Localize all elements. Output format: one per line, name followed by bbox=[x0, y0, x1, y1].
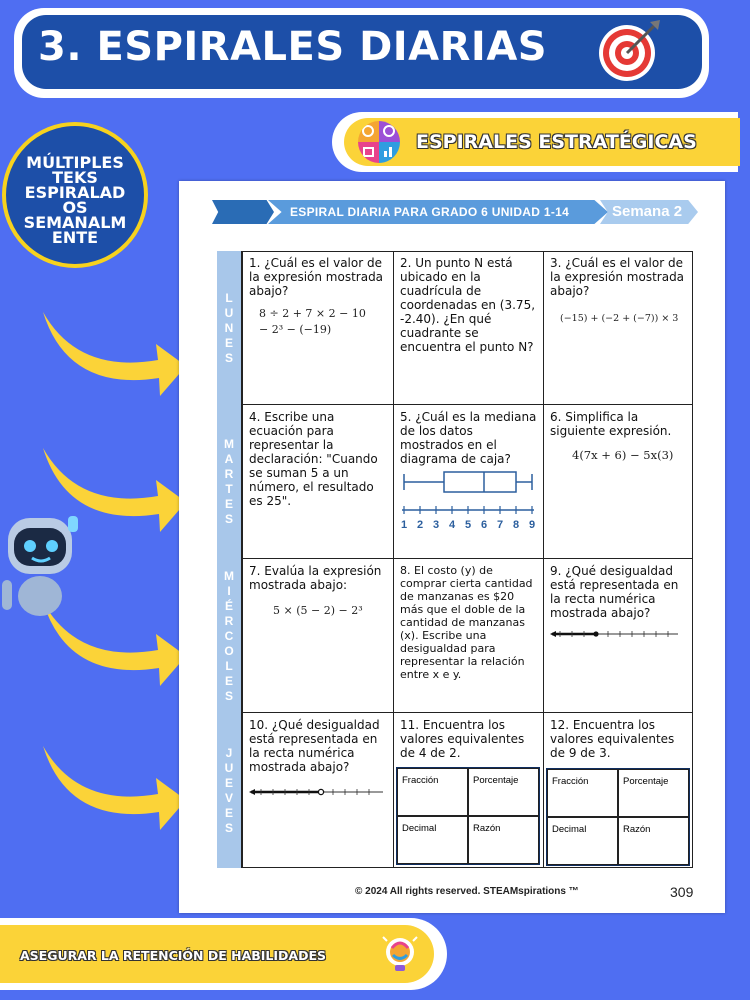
day-letter: S bbox=[224, 512, 233, 526]
question-10-text: 10. ¿Qué desigualdad está representada en la recta numérica mostrada abajo? bbox=[249, 718, 380, 774]
day-letter: J bbox=[225, 745, 233, 760]
day-letter: E bbox=[224, 335, 233, 350]
badge-line: OS bbox=[62, 198, 88, 217]
day-letter: S bbox=[224, 688, 233, 703]
question-5-text: 5. ¿Cuál es la mediana de los datos mostrados en el diagrama de caja? bbox=[400, 410, 537, 466]
day-letter: V bbox=[224, 790, 233, 805]
day-letter: L bbox=[225, 290, 233, 305]
day-letter: U bbox=[224, 760, 234, 775]
question-cell-4 bbox=[242, 405, 393, 559]
day-letter: S bbox=[224, 350, 233, 365]
question-cell-2 bbox=[393, 251, 543, 405]
page-number: 309 bbox=[670, 884, 694, 900]
day-letter: O bbox=[224, 643, 234, 658]
day-letter: I bbox=[227, 583, 231, 598]
percent-cell[interactable]: Porcentaje bbox=[618, 769, 689, 817]
question-11-text: 11. Encuentra los valores equivalentes de 4 de 2. bbox=[400, 718, 525, 760]
fraction-cell[interactable]: Fracción bbox=[397, 768, 468, 816]
day-letter: T bbox=[225, 482, 233, 496]
question-7-text: 7. Evalúa la expresión mostrada abajo: bbox=[249, 564, 382, 592]
axis-tick-label: 1 bbox=[400, 519, 408, 531]
question-cell-10 bbox=[242, 713, 393, 868]
arrow-icon bbox=[38, 738, 188, 838]
strategic-label-text: ESPIRALES ESTRATÉGICAS bbox=[416, 131, 697, 153]
lightbulb-icon bbox=[378, 932, 422, 976]
axis-tick-label: 5 bbox=[464, 519, 472, 531]
question-cell-8 bbox=[393, 559, 543, 713]
axis-tick-label: 8 bbox=[512, 519, 520, 531]
day-letter: E bbox=[224, 775, 233, 790]
question-4-text: 4. Escribe una ecuación para representar la declaración: "Cuando se suman 5 a un número, el resultado es 25". bbox=[249, 410, 378, 508]
day-letter: R bbox=[224, 467, 234, 481]
axis-tick-label: 3 bbox=[432, 519, 440, 531]
question-6-expression: 4(7x + 6) − 5x(3) bbox=[572, 448, 674, 462]
question-2-text: 2. Un punto N está ubicado en la cuadrícula de coordenadas en (3.75, -2.40). ¿En qué cuadrante se encuentra el punto N? bbox=[400, 256, 536, 354]
day-letter: S bbox=[224, 820, 233, 835]
equivalents-table-12 bbox=[546, 768, 690, 866]
question-12-text: 12. Encuentra los valores equivalentes de 9 de 3. bbox=[550, 718, 675, 760]
axis-tick-label: 2 bbox=[416, 519, 424, 531]
question-cell-9 bbox=[543, 559, 693, 713]
day-letter: M bbox=[224, 437, 234, 451]
header-chevron bbox=[212, 200, 274, 224]
day-column-martes bbox=[217, 405, 242, 559]
badge-line: SEMANALM bbox=[23, 213, 127, 232]
day-letter: C bbox=[224, 628, 234, 643]
badge-line: ENTE bbox=[51, 228, 99, 247]
day-column-jueves bbox=[217, 713, 242, 868]
question-1-expression: 8 ÷ 2 + 7 × 2 − 10 − 2³ − (−19) bbox=[259, 307, 366, 336]
question-cell-5 bbox=[393, 405, 543, 559]
target-icon bbox=[596, 18, 662, 84]
decimal-cell[interactable]: Decimal bbox=[547, 817, 618, 865]
badge-line: ESPIRALAD bbox=[24, 183, 126, 202]
axis-tick-label: 4 bbox=[448, 519, 456, 531]
day-column-miercoles bbox=[217, 559, 242, 713]
robot-icon bbox=[0, 508, 80, 618]
ratio-cell[interactable]: Razón bbox=[618, 817, 689, 865]
worksheet-title: ESPIRAL DIARIA PARA GRADO 6 UNIDAD 1-14 bbox=[290, 205, 570, 219]
ratio-cell[interactable]: Razón bbox=[468, 816, 539, 864]
axis-tick-label: 7 bbox=[496, 519, 504, 531]
teks-badge-text bbox=[20, 155, 130, 245]
number-line bbox=[550, 626, 680, 642]
question-9-text: 9. ¿Qué desigualdad está representada en la recta numérica mostrada abajo? bbox=[550, 564, 679, 620]
question-cell-6 bbox=[543, 405, 693, 559]
badge-line: MÚLTIPLES bbox=[26, 153, 124, 172]
day-letter: É bbox=[224, 598, 233, 613]
copyright-footer: © 2024 All rights reserved. STEAMspirations ™ bbox=[355, 886, 579, 897]
question-cell-3 bbox=[543, 251, 693, 405]
box-plot bbox=[400, 468, 536, 534]
question-8-text: 8. El costo (y) de comprar cierta cantidad de manzanas es $20 más que el doble de la cantidad de manzanas (x). Escribe una desigualdad para representar la relación entre x e y. bbox=[400, 564, 533, 681]
day-letter: E bbox=[224, 805, 233, 820]
day-letter: E bbox=[224, 673, 233, 688]
question-cell-1 bbox=[242, 251, 393, 405]
question-1-text: 1. ¿Cuál es el valor de la expresión mostrada abajo? bbox=[249, 256, 384, 298]
badge-line: TEKS bbox=[52, 168, 98, 187]
day-letter: U bbox=[224, 305, 234, 320]
day-letter: M bbox=[224, 568, 234, 583]
question-3-text: 3. ¿Cuál es el valor de la expresión mostrada abajo? bbox=[550, 256, 685, 298]
number-line bbox=[249, 784, 385, 800]
day-letter: A bbox=[224, 452, 234, 466]
percent-cell[interactable]: Porcentaje bbox=[468, 768, 539, 816]
question-cell-7 bbox=[242, 559, 393, 713]
arrow-icon bbox=[38, 304, 188, 404]
day-letter: R bbox=[224, 613, 234, 628]
day-letter: N bbox=[224, 320, 234, 335]
decimal-cell[interactable]: Decimal bbox=[397, 816, 468, 864]
axis-tick-label: 6 bbox=[480, 519, 488, 531]
day-letter: E bbox=[224, 497, 233, 511]
page-title: 3. ESPIRALES DIARIAS bbox=[38, 24, 548, 70]
question-6-text: 6. Simplifica la siguiente expresión. bbox=[550, 410, 672, 438]
equivalents-table-11 bbox=[396, 767, 540, 865]
bottom-label-text: ASEGURAR LA RETENCIÓN DE HABILIDADES bbox=[20, 948, 327, 963]
strategy-icon bbox=[358, 121, 400, 163]
week-label: Semana 2 bbox=[612, 203, 683, 220]
day-letter: L bbox=[225, 658, 233, 673]
fraction-cell[interactable]: Fracción bbox=[547, 769, 618, 817]
question-3-expression: (−15) + (−2 + (−7)) × 3 bbox=[560, 313, 679, 324]
axis-tick-label: 9 bbox=[528, 519, 536, 531]
question-7-expression: 5 × (5 − 2) − 2³ bbox=[273, 604, 363, 617]
day-column-lunes bbox=[217, 251, 242, 405]
